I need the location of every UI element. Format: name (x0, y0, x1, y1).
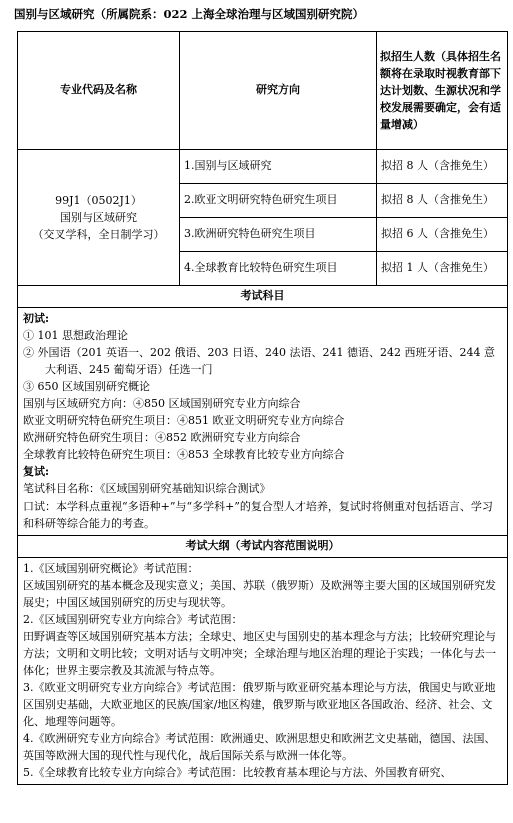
outline-item-body: 田野调查等区域国别研究基本方法；全球史、地区史与国别史的基本理念与方法；比较研究理论与方法；文明和文明比较；文明对话与文明冲突；全球治理与地区治理的理论于实践；一体化与去一体化；世界主要宗教及其流派与特点等。 (23, 629, 496, 677)
exam-heading: 考试科目 (18, 286, 508, 308)
program-table (17, 31, 508, 785)
major-cell (18, 150, 180, 286)
direction-quota: 拟招 8 人（含推免生） (377, 150, 508, 184)
direction-name: 1.国别与区域研究 (180, 150, 377, 184)
exam-heading-row (18, 286, 508, 308)
table-header-row (18, 32, 508, 150)
direction-quota: 拟招 1 人（含推免生） (377, 252, 508, 286)
direction-quota: 拟招 6 人（含推免生） (377, 218, 508, 252)
outline-item-head: 2.《区域国别研究专业方向综合》考试范围： (23, 612, 243, 626)
outline-item-body: 区域国别研究的基本概念及现实意义；美国、苏联（俄罗斯）及欧洲等主要大国的区域国别研究发展史；中国区域国别研究的历史与现状等。 (23, 578, 496, 609)
special-subject: 国别与区域研究方向：④850 区域国别研究专业方向综合 (23, 397, 301, 411)
special-subject: 全球教育比较特色研究生项目：④853 全球教育比较专业方向综合 (23, 448, 345, 462)
retest-label: 复试: (23, 465, 50, 479)
header-quota: 拟招生人数（具体招生名额将在录取时视教育部下达计划数、生源状况和学校发展需要确定，会有适量增减） (377, 32, 508, 150)
outline-heading-row (18, 535, 508, 557)
outline-item-head: 4.《欧洲研究专业方向综合》考试范围：欧洲通史、欧洲思想史和欧洲艺文史基础，德国、法国、英国等欧洲大国的现代性与现代化，战后国际关系与欧洲一体化等。 (23, 732, 496, 763)
direction-quota: 拟招 8 人（含推免生） (377, 184, 508, 218)
retest-item: 笔试科目名称：《区域国别研究基础知识综合测试》 (23, 482, 271, 496)
header-direction: 研究方向 (180, 32, 377, 150)
initial-label: 初试: (23, 312, 50, 325)
outline-item-head: 5.《全球教育比较专业方向综合》考试范围：比较教育基本理论与方法、外国教育研究、 (23, 766, 452, 780)
initial-item: ③ 650 区域国别研究概论 (23, 380, 150, 394)
special-subject: 欧洲研究特色研究生项目：④852 欧洲研究专业方向综合 (23, 431, 301, 445)
initial-item: ② 外国语（201 英语一、202 俄语、203 日语、240 法语、241 德语、242 西班牙语、244 意大利语、245 葡萄牙语）任选一门 (23, 346, 495, 377)
outline-item-head: 3.《欧亚文明研究专业方向综合》考试范围：俄罗斯与欧亚研究基本理论与方法，俄国史与欧亚地区国别史基础，大欧亚地区的民族/国家/地区构建，俄罗斯与欧亚地区各国政治、经济、社会、文化、地理等问题等。 (23, 680, 496, 729)
major-code: 99J1（0502J1） (55, 193, 142, 207)
major-name: 国别与区域研究 (60, 210, 137, 224)
direction-name: 3.欧洲研究特色研究生项目 (180, 218, 377, 252)
page-title: 国别与区域研究（所属院系：022 上海全球治理与区域国别研究院） (14, 7, 365, 21)
major-note: （交叉学科，全日制学习） (32, 228, 165, 242)
table-row (18, 150, 508, 184)
outline-heading: 考试大纲（考试内容范围说明） (18, 535, 508, 557)
special-subject: 欧亚文明研究特色研究生项目：④851 欧亚文明研究专业方向综合 (23, 414, 345, 428)
retest-item: 口试：本学科点重视“多语种+”与“多学科+”的复合型人才培养，复试时将侧重对包括语言、学习和科研等综合能力的考查。 (23, 499, 493, 530)
exam-row (18, 308, 508, 536)
outline-row (18, 557, 508, 785)
direction-name: 2.欧亚文明研究特色研究生项目 (180, 184, 377, 218)
header-major: 专业代码及名称 (18, 32, 180, 150)
initial-item: ① 101 思想政治理论 (23, 329, 128, 343)
exam-content (18, 308, 508, 536)
outline-item-head: 1.《区域国别研究概论》考试范围： (23, 561, 199, 575)
direction-name: 4.全球教育比较特色研究生项目 (180, 252, 377, 286)
outline-content (18, 557, 508, 785)
